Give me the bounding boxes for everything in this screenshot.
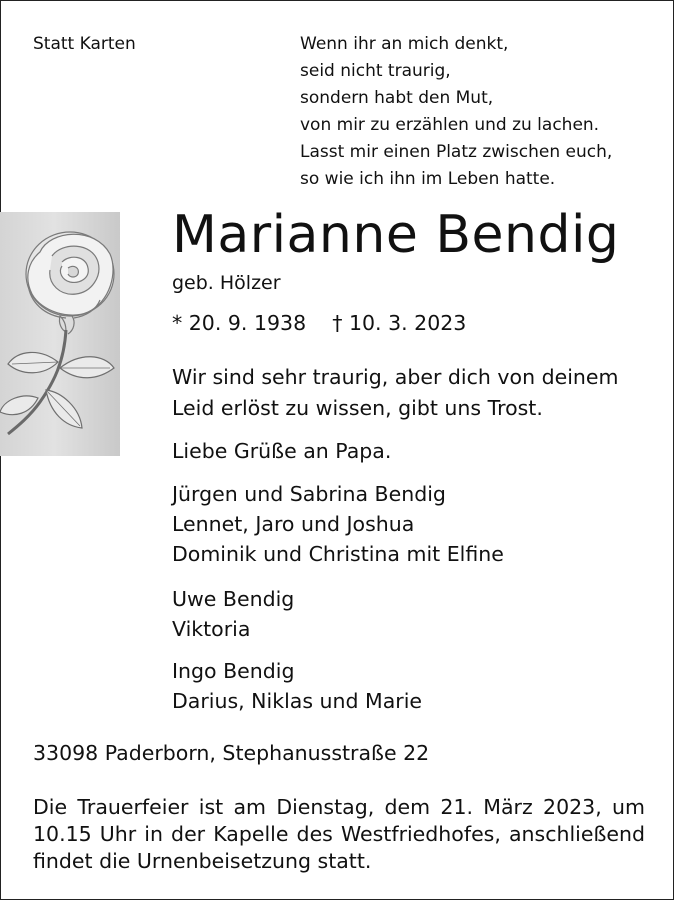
service-info: Die Trauerfeier ist am Dienstag, dem 21. März 2023, um 10.15 Uhr in der Kapelle des Westfriedhofes, anschließend findet die Urnenbeisetzung statt. — [33, 795, 645, 873]
rose-icon — [0, 212, 120, 456]
message-line: Leid erlöst zu wissen, gibt uns Trost. — [172, 396, 543, 420]
family-member: Dominik und Christina mit Elfine — [172, 542, 504, 566]
family-member: Jürgen und Sabrina Bendig — [172, 482, 446, 506]
poem-line: so wie ich ihn im Leben hatte. — [300, 169, 556, 189]
poem-line: sondern habt den Mut, — [300, 88, 494, 108]
family-member: Ingo Bendig — [172, 659, 295, 683]
deceased-name: Marianne Bendig — [172, 205, 620, 265]
family-member: Viktoria — [172, 617, 251, 641]
poem-line: Wenn ihr an mich denkt, — [300, 34, 509, 54]
maiden-name: geb. Hölzer — [172, 272, 281, 294]
poem-line: von mir zu erzählen und zu lachen. — [300, 115, 600, 135]
message-line: Wir sind sehr traurig, aber dich von deinem — [172, 365, 619, 389]
family-member: Lennet, Jaro und Joshua — [172, 512, 415, 536]
poem-line: seid nicht traurig, — [300, 61, 451, 81]
poem-line: Lasst mir einen Platz zwischen euch, — [300, 142, 613, 162]
family-member: Uwe Bendig — [172, 587, 295, 611]
greeting: Liebe Grüße an Papa. — [172, 439, 392, 463]
address: 33098 Paderborn, Stephanusstraße 22 — [33, 741, 430, 765]
life-dates: * 20. 9. 1938 † 10. 3. 2023 — [172, 311, 467, 335]
statt-karten-label: Statt Karten — [33, 34, 136, 54]
family-member: Darius, Niklas und Marie — [172, 689, 423, 713]
